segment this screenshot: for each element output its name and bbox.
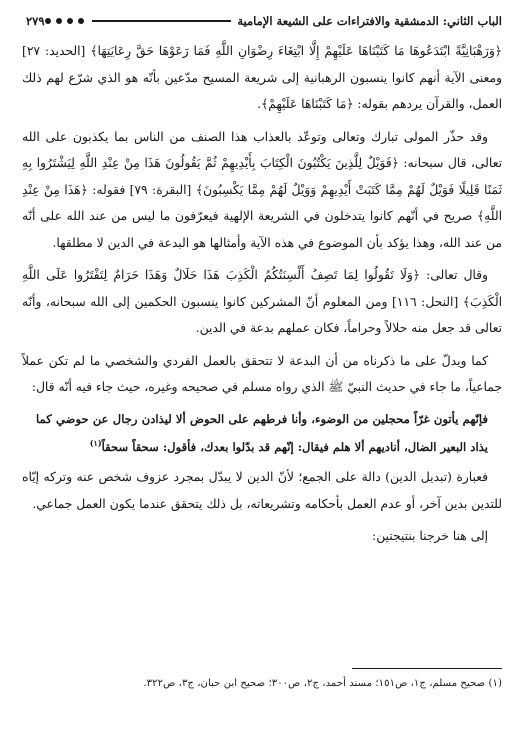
chapter-title: الباب الثاني: الدمشقية والافتراءات على الشيعة الإمامية [237, 14, 502, 28]
header-rule [92, 20, 232, 22]
running-header [22, 10, 502, 32]
book-page [22, 0, 502, 738]
page-number: ٢٧٩ [26, 14, 45, 28]
ornament-dot [67, 18, 73, 24]
footnote: (١) صحيح مسلم، ج١، ص١٥١؛ مسند أحمد، ج٢، ص٣٠٠؛ صحيح ابن حبان، ج٣، ص٣٢٢. [143, 678, 502, 689]
paragraph-6: إلى هنا خرجنا بنتيجتين: [372, 529, 488, 544]
paragraph-1: ﴿وَرَهْبَانِيَّةً ابْتَدَعُوهَا مَا كَتَبْنَاهَا عَلَيْهِمْ إِلَّا ابْتِغَاءَ رِضْوَانِ اللَّهِ فَمَا رَعَوْهَا حَقَّ رِعَايَتِهَا﴾ [الحديد: ٢٧] ومعنى الآية أنهم كانوا ينسبون الرهبانية إلى شريعة المسيح مدّعين بأنّه هو الذي شرّع لهم ذلك العمل، والقرآن يردهم بقوله: ﴿مَا كَتَبْنَاهَا عَلَيْهِمْ﴾. [22, 44, 502, 111]
paragraph-4: كما ويدلّ على ما ذكرناه من أن البدعة لا تتحقق بالعمل الفردي والشخصي ما لم تكن عملاً جماعياً، ما جاء في حديث النبيّ ﷺ الذي رواه مسلم في صحيحه وغيره، حيث جاء فيه أنّه قال: [22, 353, 502, 394]
paragraph-5: فعبارة (تبديل الدين) دالة على الجمع؛ لأنّ الدين لا يبدّل بمجرد عزوف شخص عنه وتركه إيّاه للتدين بدين آخر، أو عدم العمل بأحكامه وتشريعاته، بل ذلك يتحقق عندما يكون العمل جماعي. [22, 470, 502, 511]
paragraph-3: وقال تعالى: ﴿وَلَا تَقُولُوا لِمَا تَصِفُ أَلْسِنَتُكُمُ الْكَذِبَ هَذَا حَلَالٌ وَهَذَا حَرَامٌ لِتَفْتَرُوا عَلَى اللَّهِ الْكَذِبَ﴾ [النحل: ١١٦] ومن المعلوم أنّ المشركين كانوا ينسبون الحكمين إلى الله سبحانه، وأنّه تعالى قد جعل منه حلالاً وحراماً، فكان عملهم بدعة في الدين. [22, 268, 502, 335]
footnote-marker[interactable]: (١) [89, 437, 102, 448]
ornament-dot [56, 18, 62, 24]
hadith-quote [28, 407, 496, 459]
footnote-separator [352, 668, 502, 669]
hadith-text: فإنّهم يأتون غرّاً محجلين من الوضوء، وأنا فرطهم على الحوض ألا ليذادن رجال عن حوضي كما يذاد البعير الضال، أناديهم ألا هلم فيقال: إنّهم قد بدّلوا بعدك، فأقول: سحقاً سحقاً [36, 411, 488, 454]
main-text [22, 38, 502, 556]
ornament-dot [45, 18, 51, 24]
header-ornament [45, 18, 84, 24]
ornament-dot [78, 18, 84, 24]
paragraph-2: وقد حذّر المولى تبارك وتعالى وتوعّد بالعذاب هذا الصنف من الناس بما يكذبون على الله تعالى، قال سبحانه: ﴿فَوَيْلٌ لِلَّذِينَ يَكْتُبُونَ الْكِتَابَ بِأَيْدِيهِمْ ثُمَّ يَقُولُونَ هَذَا مِنْ عِنْدِ اللَّهِ لِيَشْتَرُوا بِهِ ثَمَنًا قَلِيلًا فَوَيْلٌ لَهُمْ مِمَّا كَتَبَتْ أَيْدِيهِمْ وَوَيْلٌ لَهُمْ مِمَّا يَكْسِبُونَ﴾ [البقرة: ٧٩] فقوله: ﴿هَذَا مِنْ عِنْدِ اللَّهِ﴾ صريح في أنّهم كانوا يتدخلون في الشريعة الإلهية فيعرّفون ما ليس من عند الله على أنّه من عند الله، وهذا يؤكد بأن الموضوع في هذه الآية وأمثالها هو البدعة في الدين لا مطلقها. [22, 129, 502, 250]
